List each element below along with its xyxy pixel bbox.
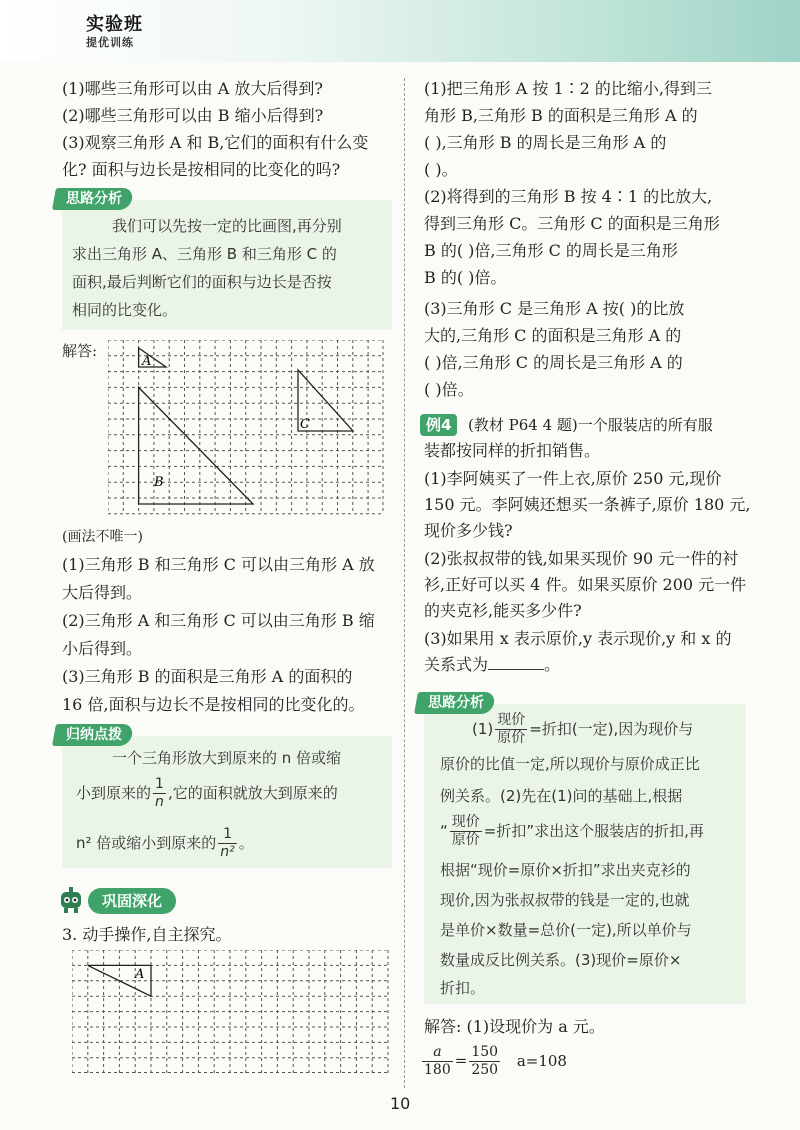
example-line-1: (教材 P64 4 题)一个服装店的所有服 [468, 416, 713, 434]
brand-title: 实验班 [86, 14, 143, 35]
page-number: 10 [390, 1094, 411, 1113]
right-line: ( )。 [424, 160, 458, 179]
label-b: B [154, 475, 164, 490]
robot-icon [58, 886, 84, 914]
right-line: (1)把三角形 A 按 1∶2 的比缩小,得到三 [424, 79, 713, 98]
summary-tag: 归纳点拨 [52, 724, 134, 746]
analysis-line: 我们可以先按一定的比画图,再分别 [112, 217, 342, 235]
summary-text: ,它的面积就放大到原来的 [167, 784, 338, 802]
right-line: 大的,三角形 C 的面积是三角形 A 的 [424, 326, 682, 345]
right-line: ( ),三角形 B 的周长是三角形 A 的 [424, 133, 667, 152]
answer-line: (2)三角形 A 和三角形 C 可以由三角形 B 缩 [62, 611, 375, 630]
answer-line: 大后得到。 [62, 583, 143, 602]
fraction-1-over-n2: $\frac{1}{\text{n²}}$ [220, 826, 235, 860]
hint-line: 例关系。(2)先在(1)问的基础上,根据 [440, 787, 683, 805]
example-line: 现价多少钱? [424, 521, 513, 540]
summary-text: 。 [238, 834, 254, 852]
right-line: 角形 B,三角形 B 的面积是三角形 A 的 [424, 106, 698, 125]
summary-text: n² 倍或缩小到原来的 [76, 834, 217, 852]
equation: $\frac{a}{180}$ = $\frac{150}{250}$ a=108 [424, 1044, 567, 1078]
equation-result: a=108 [516, 1051, 567, 1070]
summary-line-2 [76, 776, 338, 811]
label-a: A [142, 354, 152, 369]
hint-line: 是单价×数量=总价(一定),所以单价与 [440, 921, 692, 939]
question-line-1: (1)哪些三角形可以由 A 放大后得到? [62, 79, 323, 98]
answer-grid [108, 340, 384, 516]
example-tag: 例4 [420, 414, 457, 436]
column-divider [404, 78, 405, 1088]
example-line: 装都按同样的折扣销售。 [424, 441, 601, 460]
fraction-150-250: $\frac{150}{250}$ [471, 1044, 499, 1078]
brand-subtitle: 提优训练 [86, 36, 134, 49]
answer-line: (1)三角形 B 和三角形 C 可以由三角形 A 放 [62, 555, 375, 574]
answer-line: 16 倍,面积与边长不是按相同的比变化的。 [62, 695, 365, 714]
example-line: (2)张叔叔带的钱,如果买现价 90 元一件的衬 [424, 549, 739, 568]
brand-logo [86, 10, 143, 50]
answer-right: 解答: (1)设现价为 a 元。 [424, 1017, 605, 1036]
example-line-relation: 关系式为 。 [424, 655, 561, 674]
right-line: (2)将得到的三角形 B 按 4∶1 的比放大, [424, 187, 713, 206]
question-line-3: (3)观察三角形 A 和 B,它们的面积有什么变 [62, 133, 369, 152]
summary-line: 一个三角形放大到原来的 n 倍或缩 [112, 749, 342, 767]
example-line: (3)如果用 x 表示原价,y 表示现价,y 和 x 的 [424, 629, 732, 648]
example-line: (1)李阿姨买了一件上衣,原价 250 元,现价 [424, 469, 722, 488]
right-line: (3)三角形 C 是三角形 A 按( )的比放 [424, 299, 685, 318]
hint-line: 数量成反比例关系。(3)现价=原价× [440, 951, 682, 969]
label-a-practice: A [135, 967, 145, 982]
analysis-line: 相同的比变化。 [72, 301, 178, 319]
analysis-tag-left: 思路分析 [52, 188, 134, 210]
right-line: ( )倍,三角形 C 的周长是三角形 A 的 [424, 353, 683, 372]
fraction-a-180: $\frac{a}{180}$ [424, 1044, 451, 1078]
analysis-tag-right: 思路分析 [414, 692, 496, 714]
answer-line: 小后得到。 [62, 639, 143, 658]
example-line: 的夹克衫,能买多少件? [424, 601, 582, 620]
example-line: 衫,正好可以买 4 件。如果买原价 200 元一件 [424, 575, 747, 594]
example-line: 150 元。李阿姨还想买一条裤子,原价 180 元, [424, 495, 751, 514]
answer-line: (3)三角形 B 的面积是三角形 A 的面积的 [62, 667, 353, 686]
question-line-4: 化? 面积与边长是按相同的比变化的吗? [62, 160, 341, 179]
hint-line: 折扣。 [440, 979, 486, 997]
label-c: C [300, 417, 310, 432]
summary-line-3 [76, 826, 254, 861]
right-line: ( )倍。 [424, 380, 474, 399]
right-line: B 的( )倍。 [424, 268, 507, 287]
analysis-line: 面积,最后判断它们的面积与边长是否按 [72, 273, 332, 291]
fraction-price-ratio-2: $\frac{\text{现价}}{\text{原价}}$ [451, 814, 480, 848]
fraction-price-ratio: $\frac{\text{现价}}{\text{原价}}$ [497, 712, 526, 746]
note: (画法不唯一) [62, 529, 143, 545]
right-line: B 的( )倍,三角形 C 的周长是三角形 [424, 241, 678, 260]
hint-line-4: “ $\frac{\text{现价}}{\text{原价}}$ =折扣”求出这个服装店的折扣,再 [440, 814, 704, 848]
question-3: 3. 动手操作,自主探究。 [62, 925, 232, 944]
right-line: 得到三角形 C。三角形 C 的面积是三角形 [424, 214, 720, 233]
answer-label: 解答: [62, 342, 98, 360]
hint-line: 原价的比值一定,所以现价与原价成正比 [440, 755, 700, 773]
section-title: 巩固深化 [88, 888, 176, 914]
fraction-1-over-n: $\frac{1}{n}$ [155, 776, 164, 810]
hint-line: 现价,因为张叔叔带的钱是一定的,也就 [440, 891, 690, 909]
hint-line: 根据“现价=原价×折扣”求出夹克衫的 [440, 861, 691, 879]
answer-blank [488, 655, 544, 670]
question-line-2: (2)哪些三角形可以由 B 缩小后得到? [62, 106, 324, 125]
summary-text: 小到原来的 [76, 784, 152, 802]
hint-line-1: (1) $\frac{\text{现价}}{\text{原价}}$ =折扣(一定),因为现价与 [472, 712, 694, 746]
analysis-line: 求出三角形 A、三角形 B 和三角形 C 的 [72, 245, 337, 263]
practice-grid [72, 950, 390, 1074]
